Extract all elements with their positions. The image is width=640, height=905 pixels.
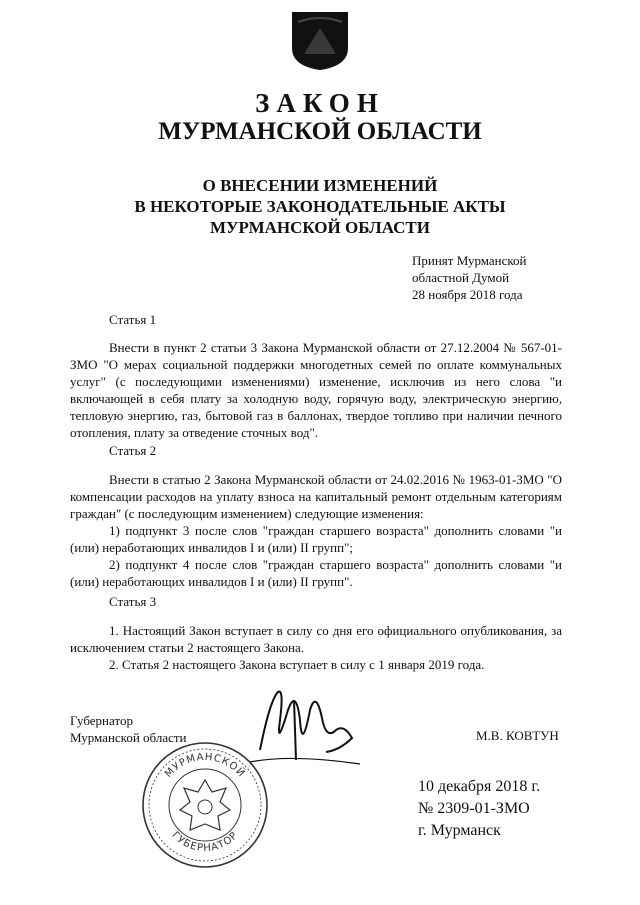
subtitle-line: МУРМАНСКОЙ ОБЛАСТИ	[210, 218, 430, 237]
article-3-text	[70, 622, 562, 673]
article-paragraph: Внести в пункт 2 статьи 3 Закона Мурманской области от 27.12.2004 № 567-01-ЗМО "О мерах социальной поддержки многодетных семей по оплате коммунальных услуг" (с последующими изменениями) изменение, исключив из него слова "и включающей в себя плату за холодную воду, горячую воду, электрическую энергию, тепловую энергию, газ, бытовой газ в баллонах, твердое топливо при наличии печного отопления, плату за отведение сточных вод".	[70, 340, 562, 440]
article-1-text	[70, 339, 562, 441]
law-region: МУРМАНСКОЙ ОБЛАСТИ	[158, 118, 482, 145]
signing-city: г. Мурманск	[418, 822, 501, 839]
article-3-heading: Статья 3	[109, 594, 157, 609]
document-registration	[418, 776, 540, 842]
adoption-line: 28 ноября 2018 года	[412, 287, 523, 302]
adoption-note	[412, 252, 527, 303]
article-1-heading: Статья 1	[109, 312, 157, 327]
seal-bottom-text: ГУБЕРНАТОР	[169, 829, 241, 855]
svg-text:МУРМАНСКОЙ	[163, 752, 249, 780]
law-subtitle	[0, 175, 640, 238]
subtitle-line: В НЕКОТОРЫЕ ЗАКОНОДАТЕЛЬНЫЕ АКТЫ	[134, 197, 506, 216]
article-paragraph: 2. Статья 2 настоящего Закона вступает в силу с 1 января 2019 года.	[109, 657, 485, 672]
seal-top-text: МУРМАНСКОЙ	[162, 751, 248, 780]
law-number: № 2309-01-ЗМО	[418, 800, 530, 817]
signatory-name: М.В. КОВТУН	[476, 728, 559, 743]
article-2-text	[70, 471, 562, 590]
official-seal-icon	[140, 740, 270, 870]
article-2-heading: Статья 2	[109, 443, 157, 458]
article-paragraph: 1) подпункт 3 после слов "граждан старшего возраста" дополнить словами "и (или) неработающих инвалидов I и (или) II групп";	[70, 523, 562, 555]
article-paragraph: Внести в статью 2 Закона Мурманской области от 24.02.2016 № 1963-01-ЗМО "О компенсации расходов на уплату взноса на капитальный ремонт отдельным категориям граждан" (с последующим изменением) следующие изменения:	[70, 472, 562, 521]
position-line: Губернатор	[70, 713, 133, 728]
law-title: ЗАКОН	[255, 88, 385, 118]
position-line: Мурманской области	[70, 730, 187, 745]
article-paragraph: 2) подпункт 4 после слов "граждан старшего возраста" дополнить словами "и (или) неработающих инвалидов I и (или) II групп".	[70, 557, 562, 589]
subtitle-line: О ВНЕСЕНИИ ИЗМЕНЕНИЙ	[202, 176, 438, 195]
svg-text:ГУБЕРНАТОР	[170, 830, 241, 854]
coat-of-arms-emblem-icon	[290, 10, 350, 72]
adoption-line: Принят Мурманской	[412, 253, 527, 268]
adoption-line: областной Думой	[412, 270, 510, 285]
signing-date: 10 декабря 2018 г.	[418, 778, 541, 795]
article-paragraph: 1. Настоящий Закон вступает в силу со дня его официального опубликования, за исключением статьи 2 настоящего Закона.	[70, 623, 562, 655]
